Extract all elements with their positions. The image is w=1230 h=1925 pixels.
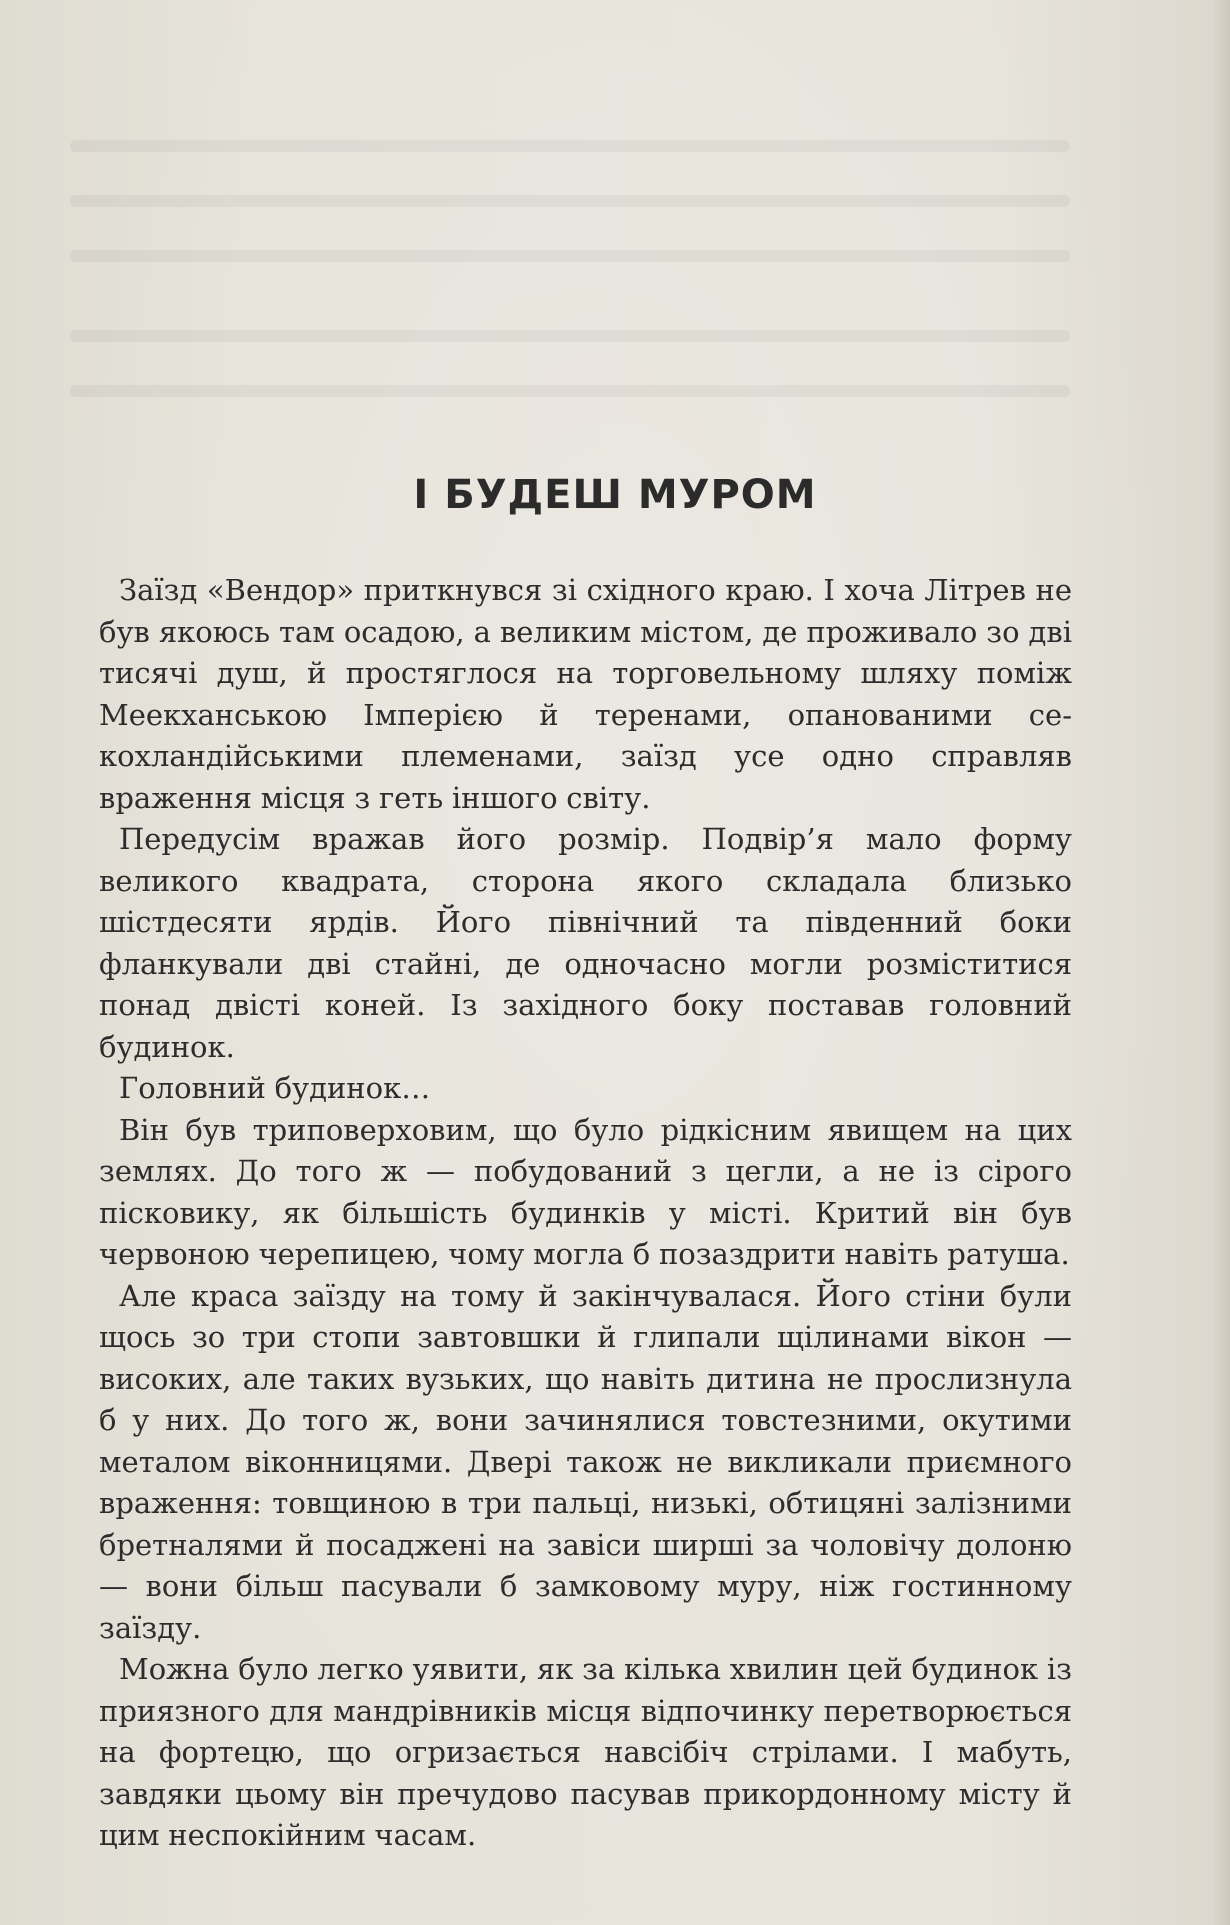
show-through-line bbox=[70, 330, 1070, 342]
paragraph: Головний будинок… bbox=[119, 1071, 431, 1105]
paragraph: Заїзд «Вендор» приткнувся зі східного краю. І хоча Літрев не був якоюсь там осадою, а великим містом, де проживало зо дві тисячі душ, й простяглося на торговельному шляху поміж Меекханською Імперією й теренами, опанованими се-кохландійськими племенами, заїзд усе одно справляв враження місця з геть іншого світу. bbox=[99, 573, 1072, 815]
show-through-line bbox=[70, 385, 1070, 397]
chapter-title: І БУДЕШ МУРОМ bbox=[413, 472, 817, 518]
paragraph: Але краса заїзду на тому й закінчувалася. Його стіни були щось зо три стопи завтовшки й глипали щілинами вікон — високих, але таких вузьких, що навіть дитина не прослизнула б у них. До того ж, вони зачинялися товстезними, окутими металом віконницями. Двері також не викликали приємного враження: товщиною в три пальці, низькі, обтицяні залізними бретналями й посаджені на завіси ширші за чоловічу долоню — вони більш пасували б замковому муру, ніж гостинному заїзду. bbox=[99, 1278, 1072, 1645]
show-through-line bbox=[70, 140, 1070, 152]
paragraph: Він був триповерховим, що було рідкісним явищем на цих землях. До того ж — побудований з цегли, а не із сірого пісковику, як більшість будинків у місті. Критий він був червоною черепицею, чому могла б позаздрити навіть ратуша. bbox=[99, 1112, 1072, 1271]
show-through-line bbox=[70, 250, 1070, 262]
paragraph: Передусім вражав його розмір. Подвір’я мало форму великого квадрата, сторона якого складала близько шістдесяти ярдів. Його північний та південний боки фланкували дві стайні, де одночасно могли розміститися понад двісті коней. Із західного боку поставав головний будинок. bbox=[99, 822, 1072, 1064]
show-through-line bbox=[70, 195, 1070, 207]
body-text bbox=[99, 570, 1072, 1857]
page-edge-shadow bbox=[1212, 0, 1230, 1925]
paragraph: Можна було легко уявити, як за кілька хвилин цей будинок із приязного для мандрівників місця відпочинку перетворюється на фортецю, що огризається навсібіч стрілами. І мабуть, завдяки цьому він пречудово пасував прикордонному місту й цим неспокійним часам. bbox=[99, 1652, 1072, 1852]
